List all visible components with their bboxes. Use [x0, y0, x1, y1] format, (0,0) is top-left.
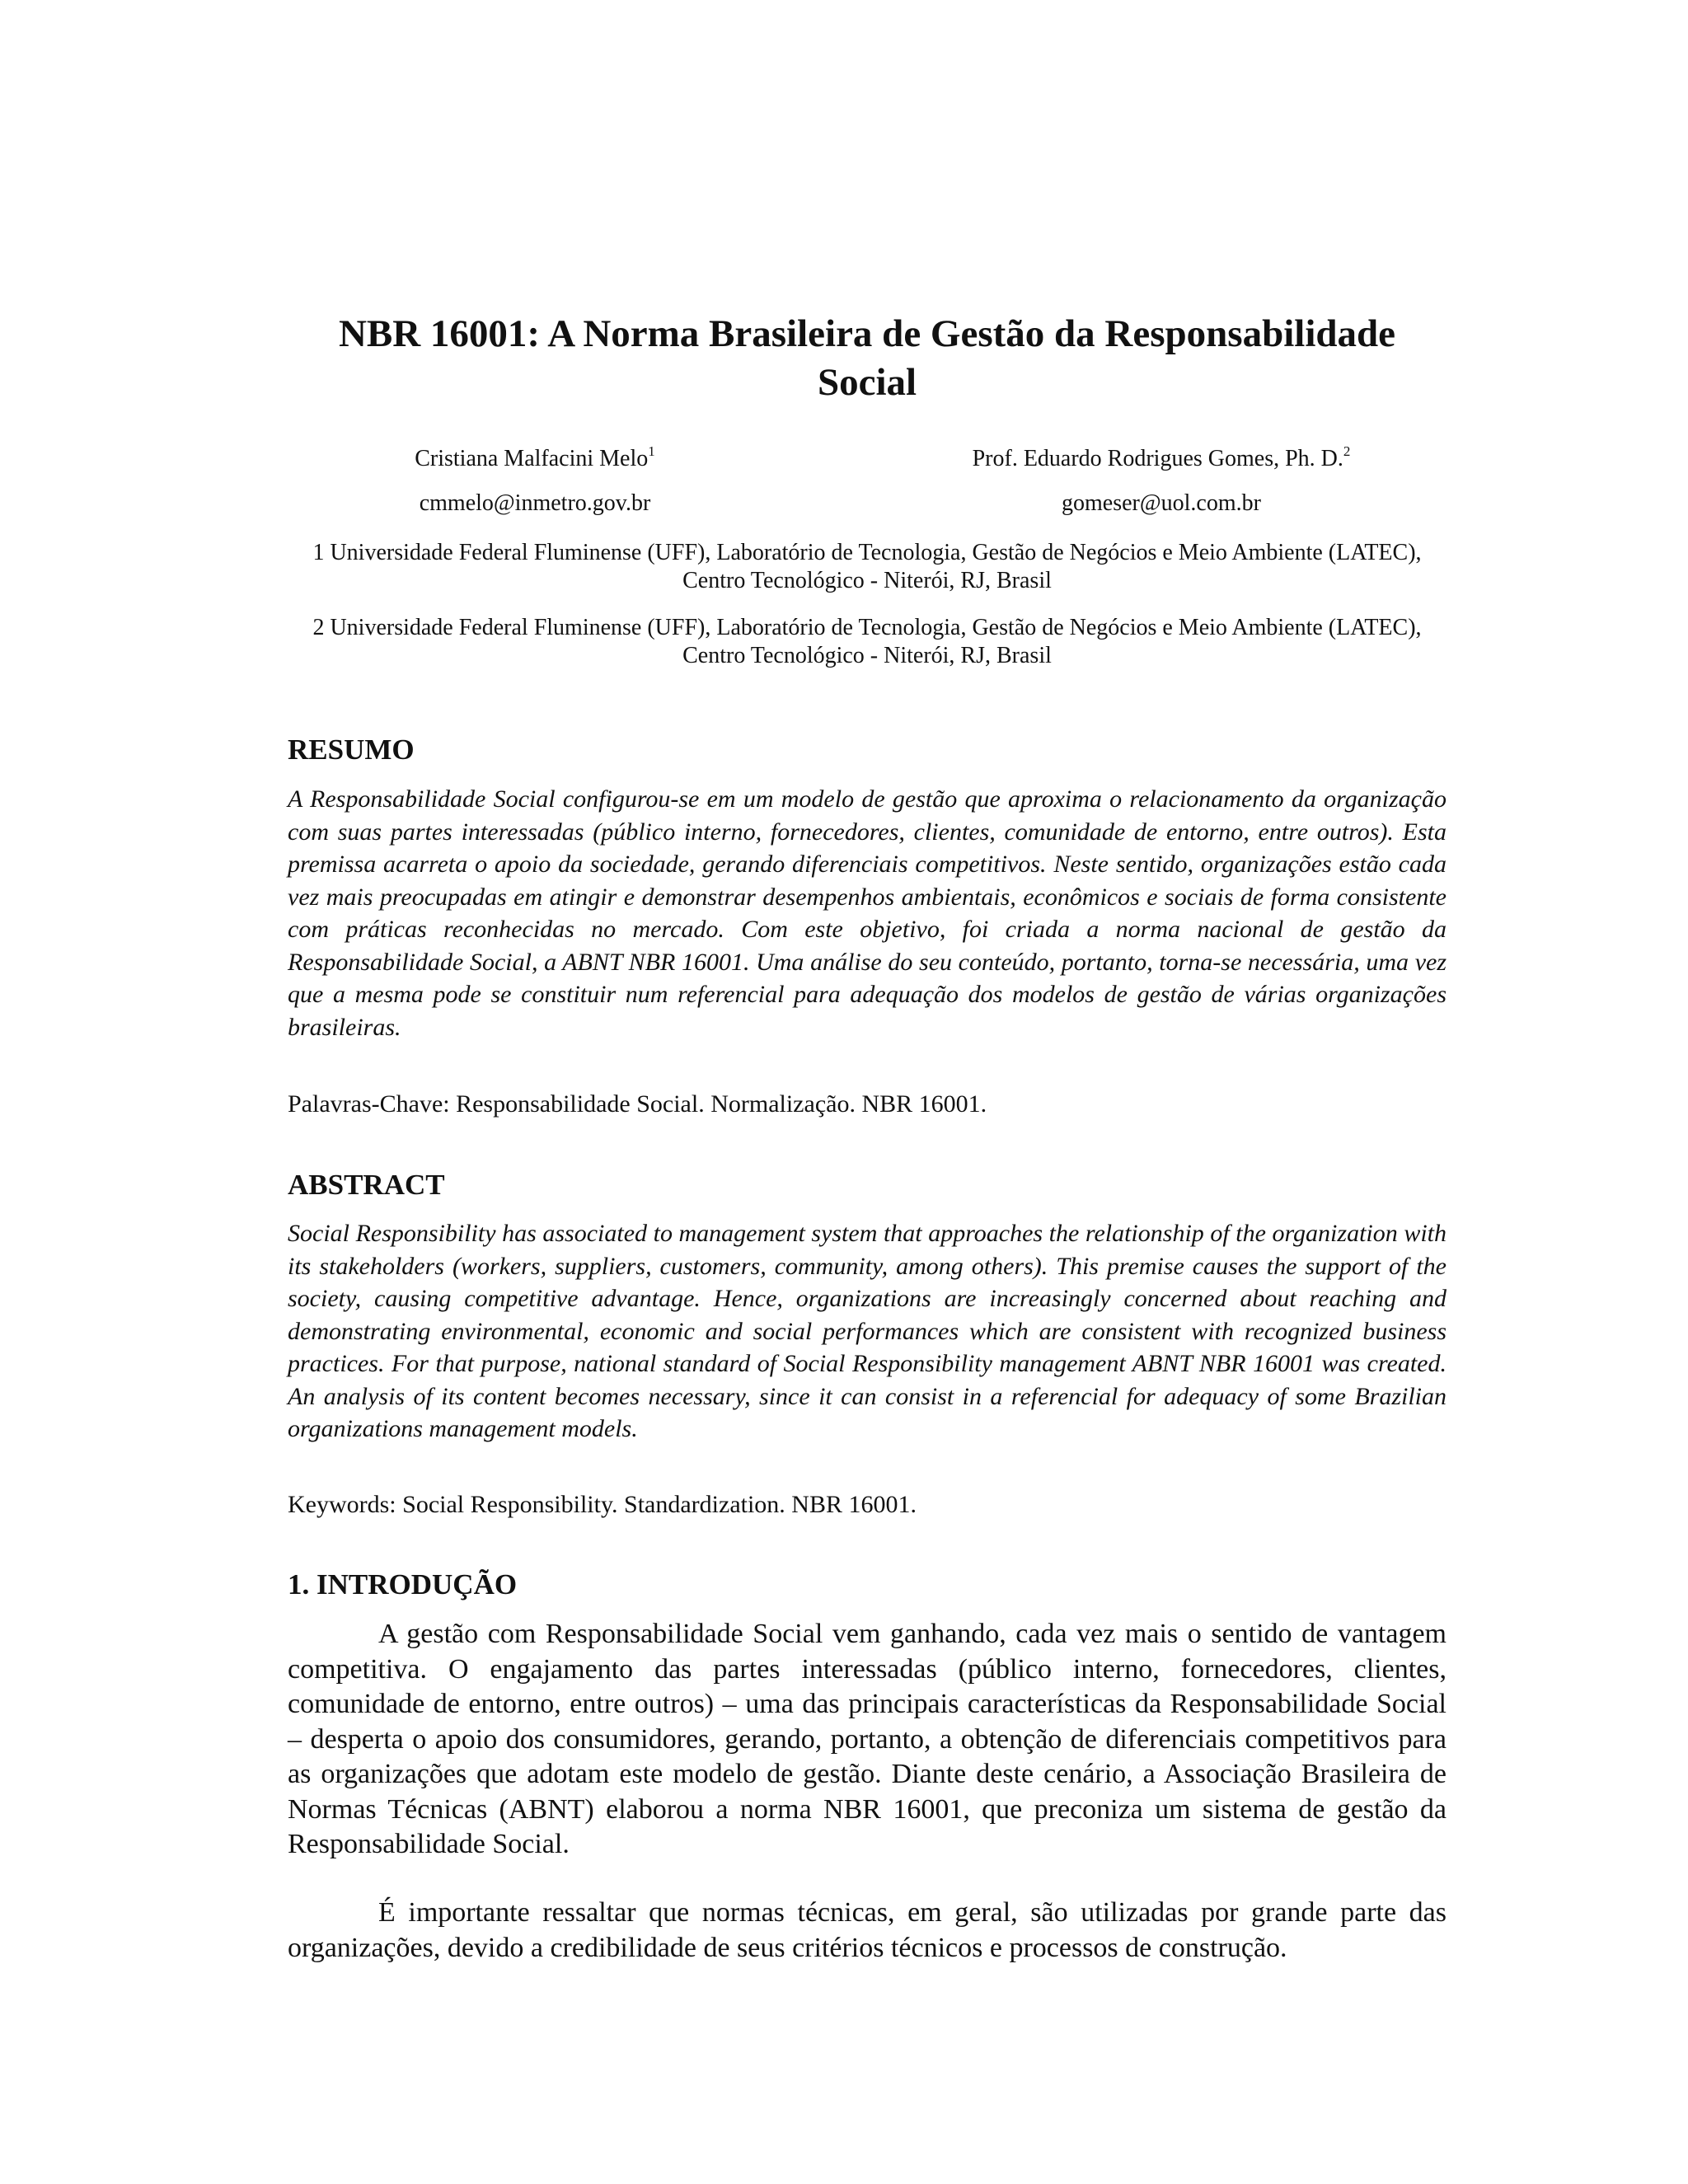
resumo-keywords: Palavras-Chave: Responsabilidade Social. Normalização. NBR 16001.: [288, 1090, 987, 1118]
resumo-heading: RESUMO: [288, 733, 415, 766]
author-block: [288, 445, 1447, 536]
abstract-keywords: Keywords: Social Responsibility. Standardization. NBR 16001.: [288, 1491, 917, 1518]
intro-paragraph-2: É importante ressaltar que normas técnicas, em geral, são utilizadas por grande parte das organizações, devido a credibilidade de seus critérios técnicos e processos de construção.: [288, 1897, 1447, 1963]
author-1-sup: 1: [648, 443, 655, 459]
author-1: [354, 445, 716, 518]
intro-heading: 1. INTRODUÇÃO: [288, 1568, 518, 1601]
abstract-heading: ABSTRACT: [288, 1169, 445, 1201]
author-1-name: Cristiana Malfacini Melo: [415, 446, 649, 471]
abstract-text: Social Responsibility has associated to management system that approaches the relationship of the organization with its stakeholders (workers, suppliers, customers, community, among others). This premise causes the support of the society, causing competitive advantage. Hence, organizations are increasingly concerned about reaching and demonstrating environmental, economic and social performances which are consistent with recognized business practices. For that purpose, national standard of Social Responsibility management ABNT NBR 16001 was created. An analysis of its content becomes necessary, since it can consist in a referencial for adequacy of some Brazilian organizations management models.: [288, 1220, 1447, 1442]
author-2-sup: 2: [1343, 443, 1351, 459]
author-2: [931, 445, 1392, 518]
affiliation-1: 1 Universidade Federal Fluminense (UFF), Laboratório de Tecnologia, Gestão de Negócios e Meio Ambiente (LATEC), Centro Tecnológico - Niterói, RJ, Brasil: [312, 540, 1422, 593]
paper-title: NBR 16001: A Norma Brasileira de Gestão da Responsabilidade Social: [338, 312, 1396, 404]
resumo-text: A Responsabilidade Social configurou-se em um modelo de gestão que aproxima o relacionamento da organização com suas partes interessadas (público interno, fornecedores, clientes, comunidade de entorno, entre outros). Esta premissa acarreta o apoio da sociedade, gerando diferenciais competitivos. Neste sentido, organizações estão cada vez mais preocupadas em atingir e demonstrar desempenhos ambientais, econômicos e sociais de forma consistente com práticas reconhecidas no mercado. Com este objetivo, foi criada a norma nacional de gestão da Responsabilidade Social, a ABNT NBR 16001. Uma análise do seu conteúdo, portanto, torna-se necessária, uma vez que a mesma pode se constituir num referencial para adequação dos modelos de gestão de várias organizações brasileiras.: [288, 785, 1447, 1041]
author-2-name: Prof. Eduardo Rodrigues Gomes, Ph. D.: [972, 446, 1343, 471]
author-2-email: gomeser@uol.com.br: [1062, 490, 1261, 516]
intro-paragraph-1: A gestão com Responsabilidade Social vem ganhando, cada vez mais o sentido de vantagem competitiva. O engajamento das partes interessadas (público interno, fornecedores, clientes, comunidade de entorno, entre outros) – uma das principais características da Responsabilidade Social – desperta o apoio dos consumidores, gerando, portanto, a obtenção de diferenciais competitivos para as organizações que adotam este modelo de gestão. Diante deste cenário, a Associação Brasileira de Normas Técnicas (ABNT) elaborou a norma NBR 16001, que preconiza um sistema de gestão da Responsabilidade Social.: [288, 1619, 1447, 1859]
author-1-email: cmmelo@inmetro.gov.br: [419, 490, 651, 516]
affiliation-2: 2 Universidade Federal Fluminense (UFF), Laboratório de Tecnologia, Gestão de Negócios e Meio Ambiente (LATEC), Centro Tecnológico - Niterói, RJ, Brasil: [312, 615, 1422, 668]
